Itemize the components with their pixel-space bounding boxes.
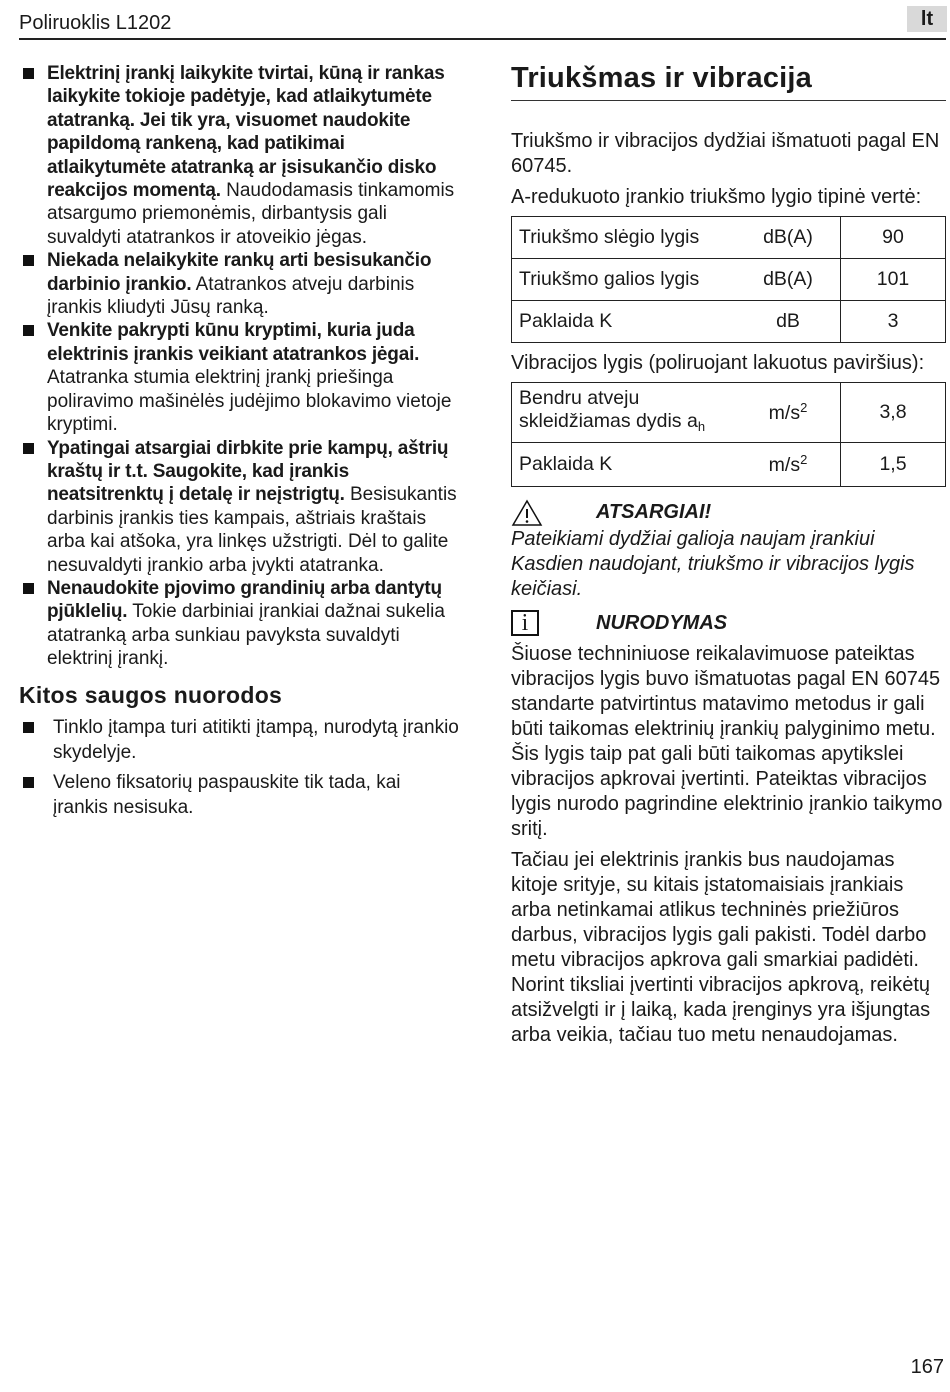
label-line: skleidžiamas dydis a	[519, 410, 698, 432]
list-item-text: Veleno fiksatorių paspauskite tik tada, kai įrankis nesisuka.	[53, 771, 401, 818]
list-item	[19, 62, 459, 249]
warning-text: Atatrankos atveju darbinis įrankis kliudyti Jūsų ranką.	[47, 273, 415, 319]
heading-rule	[511, 100, 946, 101]
left-column	[19, 62, 459, 825]
table-cell-unit	[736, 443, 841, 487]
table-row	[512, 259, 946, 301]
section-heading-other-safety: Kitos saugos nuorodos	[19, 681, 283, 708]
table-cell-unit	[736, 383, 841, 443]
table-cell-value: 3	[841, 301, 946, 343]
warning-bold-text: Nenaudokite pjovimo grandinių arba dantytų pjūklelių.	[47, 577, 442, 623]
square-bullet-icon	[23, 722, 34, 733]
square-bullet-icon	[23, 443, 34, 454]
header-rule	[19, 38, 946, 40]
square-bullet-icon	[23, 583, 34, 594]
warning-text: Tokie darbiniai įrankiai dažnai sukelia atatranką arba sunkiau pavyksta suvaldyti elektrinį įrankį.	[47, 601, 445, 670]
table-cell-label: Paklaida K	[512, 443, 737, 487]
warning-list	[19, 62, 459, 671]
unit-text: m/s	[768, 454, 801, 476]
list-item	[19, 319, 459, 436]
warning-bold-text: Ypatingai atsargiai dirbkite prie kampų, aštrių kraštų ir t.t. Saugokite, kad įrankis neatsitrenktų į detalę ir neįstrigtų.	[47, 437, 449, 506]
warning-text: Naudodamasis tinkamomis atsargumo priemonėmis, dirbantysis gali suvaldyti atatrankos ir atoveikio jėgas.	[47, 180, 455, 248]
list-item	[19, 577, 459, 671]
page-number: 167	[910, 1356, 944, 1378]
list-item-text: Tinklo įtampa turi atitikti įtampą, nurodytą įrankio skydelyje.	[53, 716, 459, 763]
right-column	[511, 60, 946, 1054]
square-bullet-icon	[23, 255, 34, 266]
square-bullet-icon	[23, 777, 34, 788]
caution-title: ATSARGIAI!	[596, 501, 712, 523]
note-notice	[511, 610, 946, 638]
table-cell-unit: dB(A)	[736, 217, 841, 259]
paragraph: Triukšmo ir vibracijos dydžiai išmatuoti pagal EN 60745.	[511, 130, 940, 177]
square-bullet-icon	[23, 68, 34, 79]
list-item	[19, 249, 459, 319]
unit-text: m/s	[768, 402, 801, 424]
table-cell-unit: dB	[736, 301, 841, 343]
table-cell-value: 3,8	[841, 383, 946, 443]
warning-bold-text: Elektrinį įrankį laikykite tvirtai, kūną ir rankas laikykite tokioje padėtyje, kad atlaikytumėte atatranką. Jei tik yra, visuomet naudokite papildomą rankeną, kad patikimai atlaikytumėte atatranką ar įsisukančio disko reakcijos momentą.	[47, 63, 445, 202]
label-line: Bendru atveju	[519, 387, 640, 409]
warning-triangle-icon	[511, 499, 543, 527]
table-cell-label: Triukšmo galios lygis	[512, 259, 737, 301]
square-bullet-icon	[23, 325, 34, 336]
list-item	[19, 770, 459, 820]
other-safety-list	[19, 715, 459, 820]
warning-bold-text: Venkite pakrypti kūnu kryptimi, kuria juda elektrinis įrankis veikiant atatrankos jėgai.	[47, 320, 420, 365]
paragraph: Šiuose techniniuose reikalavimuose pateiktas vibracijos lygis buvo išmatuotas pagal EN 60745 standarte patvirtintus matavimo metodus ir gali būti taikomas elektrinių įrankių palyginimo metu. Šis lygis taip pat gali būti taikomas apytikslei vibracijos apkrovai įvertinti. Pateiktas vibracijos lygis nurodo pagrindine elektrinio įrankio taikymo sritį.	[511, 643, 943, 840]
unit-superscript: 2	[800, 452, 808, 467]
noise-table	[511, 216, 946, 343]
table-row	[512, 301, 946, 343]
table-row	[512, 443, 946, 487]
caution-notice	[511, 499, 946, 527]
language-badge: lt	[907, 6, 947, 32]
warning-text: Atatranka stumia elektrinį įrankį priešinga poliravimo mašinėlės judėjimo blokavimo vietoje kryptimi.	[47, 367, 452, 436]
table-cell-label: Paklaida K	[512, 301, 737, 343]
list-item	[19, 437, 459, 577]
warning-text: Besisukantis darbinis įrankis ties kampais, aštriais kraštais arba kai atšoka, yra linkęs užstrigti. Dėl to galite nesuvaldyti įrankio arba įvykti atatranka.	[47, 484, 457, 576]
page-header-title: Poliruoklis L1202	[19, 12, 172, 34]
warning-bold-text: Niekada nelaikykite rankų arti besisukančio darbinio įrankio.	[47, 250, 432, 295]
list-item	[19, 715, 459, 765]
paragraph: Tačiau jei elektrinis įrankis bus naudojamas kitoje srityje, su kitais įstatomaisiais įrankiais arba netinkamai atlikus techninės priežiūros darbus, vibracijos lygis gali pakisti. Todėl darbo metu vibracijos apkrova gali smarkiai padidėti. Norint tiksliai įvertinti vibracijos apkrovą, reikėtų atsižvelgti ir į laiką, kada įrenginys yra išjungtas arba veikia, tačiau tuo metu nenaudojamas.	[511, 849, 931, 1046]
table-row	[512, 383, 946, 443]
table-cell-label: Triukšmo slėgio lygis	[512, 217, 737, 259]
table-cell-label	[512, 383, 737, 443]
table-row	[512, 217, 946, 259]
table-cell-value: 101	[841, 259, 946, 301]
paragraph: A-redukuoto įrankio triukšmo lygio tipinė vertė:	[511, 186, 922, 208]
table-cell-value: 1,5	[841, 443, 946, 487]
table-cell-unit: dB(A)	[736, 259, 841, 301]
section-heading-noise-vibration: Triukšmas ir vibracija	[511, 62, 813, 94]
info-icon: i	[511, 610, 539, 636]
unit-superscript: 2	[800, 400, 808, 415]
caution-text: Pateikiami dydžiai galioja naujam įrankiui Kasdien naudojant, triukšmo ir vibracijos lygis keičiasi.	[511, 528, 915, 600]
table-cell-value: 90	[841, 217, 946, 259]
paragraph: Vibracijos lygis (poliruojant lakuotus paviršius):	[511, 352, 925, 374]
vibration-table	[511, 382, 946, 487]
label-subscript: h	[697, 419, 706, 434]
note-title: NURODYMAS	[596, 612, 728, 634]
